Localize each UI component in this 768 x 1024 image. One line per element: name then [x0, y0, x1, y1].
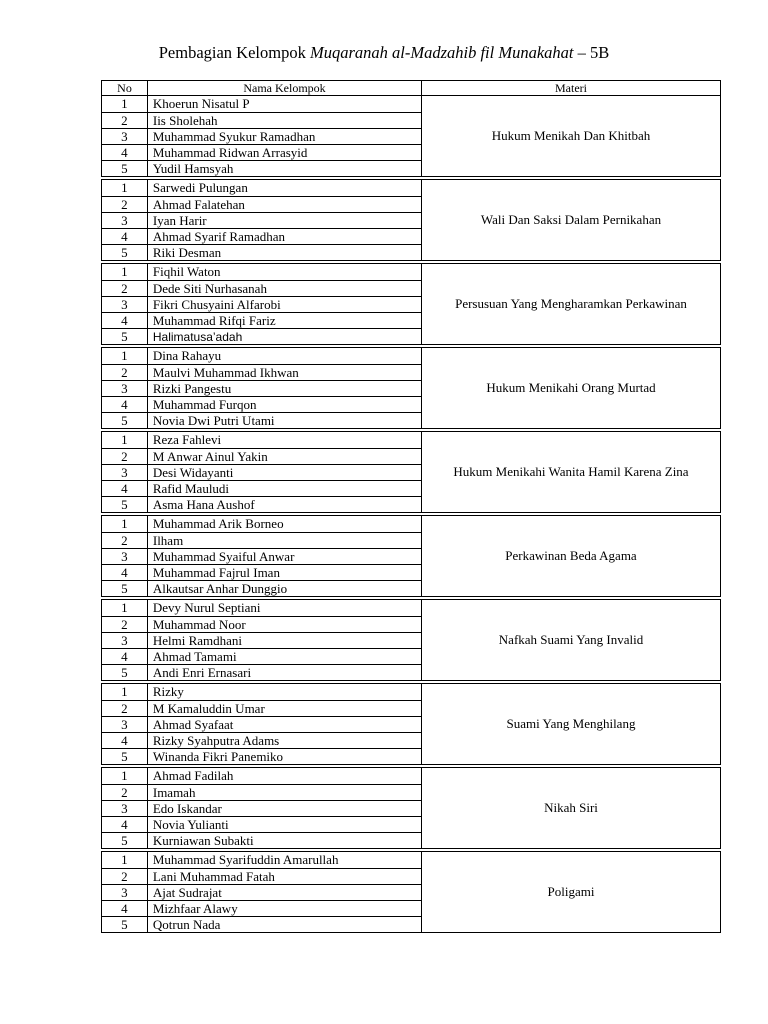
member-number: 5: [102, 161, 148, 176]
table-row: [102, 180, 421, 196]
member-number: 1: [102, 432, 148, 448]
member-name: Muhammad Furqon: [152, 397, 257, 412]
member-name: Ahmad Syafaat: [152, 717, 234, 732]
member-number: 4: [102, 313, 148, 328]
table-row: [102, 832, 421, 848]
member-name: Helmi Ramdhani: [152, 633, 243, 648]
table-row: [102, 112, 421, 128]
member-list: [102, 348, 422, 428]
table-row: [102, 800, 421, 816]
member-number: 5: [102, 329, 148, 344]
table-row: [102, 784, 421, 800]
table-row: [102, 432, 421, 448]
member-name: Devy Nurul Septiani: [152, 600, 261, 615]
member-list: [102, 180, 422, 260]
member-name: Rizky: [152, 684, 184, 699]
title-suffix: – 5B: [573, 43, 610, 62]
member-name: Reza Fahlevi: [152, 432, 222, 447]
member-name: Qotrun Nada: [152, 917, 221, 932]
member-number: 1: [102, 768, 148, 784]
member-name: Ahmad Fadilah: [152, 768, 234, 783]
member-name: Ahmad Falatehan: [152, 197, 245, 212]
table-row: [102, 716, 421, 732]
member-number: 2: [102, 533, 148, 548]
group-materi: Perkawinan Beda Agama: [505, 548, 637, 563]
member-number: 2: [102, 617, 148, 632]
group-block: [101, 263, 721, 345]
member-name: Winanda Fikri Panemiko: [152, 749, 284, 764]
group-block: [101, 683, 721, 765]
header-materi: Materi: [555, 81, 587, 95]
member-number: 1: [102, 852, 148, 868]
table-row: [102, 364, 421, 380]
table-row: [102, 328, 421, 344]
table-row: [102, 228, 421, 244]
member-number: 5: [102, 581, 148, 596]
table-row: [102, 516, 421, 532]
member-list: [102, 600, 422, 680]
member-number: 5: [102, 917, 148, 932]
member-name: Fiqhil Waton: [152, 264, 221, 279]
member-name: Khoerun Nisatul P: [152, 96, 250, 111]
member-number: 4: [102, 901, 148, 916]
table-row: [102, 464, 421, 480]
member-name: Rafid Mauludi: [152, 481, 230, 496]
member-number: 5: [102, 245, 148, 260]
table-row: [102, 564, 421, 580]
member-number: 3: [102, 465, 148, 480]
member-name: Fikri Chusyaini Alfarobi: [152, 297, 281, 312]
table-row: [102, 748, 421, 764]
table-header: [101, 80, 721, 96]
table-row: [102, 448, 421, 464]
member-number: 2: [102, 785, 148, 800]
member-number: 1: [102, 96, 148, 112]
table-row: [102, 700, 421, 716]
table-row: [102, 852, 421, 868]
group-block: [101, 96, 721, 177]
group-block: [101, 347, 721, 429]
member-name: Ilham: [152, 533, 184, 548]
table-row: [102, 548, 421, 564]
member-list: [102, 768, 422, 848]
member-name: Mizhfaar Alawy: [152, 901, 238, 916]
member-number: 2: [102, 365, 148, 380]
table-row: [102, 580, 421, 596]
member-number: 1: [102, 180, 148, 196]
member-name: Lani Muhammad Fatah: [152, 869, 275, 884]
member-list: [102, 516, 422, 596]
table-row: [102, 144, 421, 160]
group-block: [101, 767, 721, 849]
table-row: [102, 868, 421, 884]
group-block: [101, 599, 721, 681]
group-materi: Nikah Siri: [544, 800, 598, 815]
member-number: 2: [102, 701, 148, 716]
member-number: 3: [102, 801, 148, 816]
member-number: 4: [102, 733, 148, 748]
table-row: [102, 496, 421, 512]
member-number: 5: [102, 833, 148, 848]
group-block: [101, 431, 721, 513]
member-name: Dede Siti Nurhasanah: [152, 281, 267, 296]
table-row: [102, 212, 421, 228]
header-no: No: [102, 81, 148, 95]
table-row: [102, 916, 421, 932]
title-prefix: Pembagian Kelompok: [158, 43, 310, 62]
member-name: M Kamaluddin Umar: [152, 701, 265, 716]
member-name: M Anwar Ainul Yakin: [152, 449, 268, 464]
member-name: Ajat Sudrajat: [152, 885, 222, 900]
member-number: 4: [102, 481, 148, 496]
member-number: 5: [102, 413, 148, 428]
table-row: [102, 768, 421, 784]
table-row: [102, 884, 421, 900]
member-name: Riki Desman: [152, 245, 222, 260]
group-materi: Wali Dan Saksi Dalam Pernikahan: [480, 212, 662, 227]
member-list: [102, 96, 422, 176]
table-row: [102, 632, 421, 648]
member-name: Halimatusa’adah: [152, 330, 243, 344]
table-row: [102, 96, 421, 112]
table-row: [102, 196, 421, 212]
group-materi: Hukum Menikahi Wanita Hamil Karena Zina: [453, 464, 689, 479]
table-row: [102, 816, 421, 832]
table-row: [102, 684, 421, 700]
member-number: 2: [102, 197, 148, 212]
member-number: 3: [102, 213, 148, 228]
member-list: [102, 264, 422, 344]
member-name: Imamah: [152, 785, 196, 800]
table-row: [102, 312, 421, 328]
member-name: Iyan Harir: [152, 213, 207, 228]
member-name: Sarwedi Pulungan: [152, 180, 248, 195]
member-name: Ahmad Syarif Ramadhan: [152, 229, 285, 244]
member-number: 3: [102, 633, 148, 648]
group-materi: Persusuan Yang Mengharamkan Perkawinan: [455, 296, 687, 311]
member-number: 5: [102, 749, 148, 764]
member-number: 4: [102, 649, 148, 664]
group-materi: Poligami: [547, 884, 595, 899]
table-row: [102, 296, 421, 312]
member-number: 3: [102, 717, 148, 732]
member-name: Muhammad Arik Borneo: [152, 516, 284, 531]
member-name: Kurniawan Subakti: [152, 833, 254, 848]
member-name: Muhammad Ridwan Arrasyid: [152, 145, 308, 160]
member-list: [102, 432, 422, 512]
group-block: [101, 515, 721, 597]
member-name: Novia Yulianti: [152, 817, 229, 832]
header-name: Nama Kelompok: [148, 81, 422, 95]
member-number: 3: [102, 885, 148, 900]
member-number: 5: [102, 497, 148, 512]
group-materi: Hukum Menikahi Orang Murtad: [486, 380, 656, 395]
group-table: [101, 80, 721, 933]
member-name: Edo Iskandar: [152, 801, 222, 816]
title-course: Muqaranah al-Madzahib fil Munakahat: [309, 43, 574, 62]
member-number: 1: [102, 348, 148, 364]
member-name: Maulvi Muhammad Ikhwan: [152, 365, 299, 380]
table-row: [102, 900, 421, 916]
member-number: 4: [102, 145, 148, 160]
table-row: [102, 600, 421, 616]
member-number: 1: [102, 516, 148, 532]
member-number: 4: [102, 397, 148, 412]
page-title: [0, 42, 768, 64]
member-name: Novia Dwi Putri Utami: [152, 413, 275, 428]
member-name: Alkautsar Anhar Dunggio: [152, 581, 288, 596]
table-row: [102, 264, 421, 280]
group-materi: Nafkah Suami Yang Invalid: [498, 632, 644, 647]
member-number: 4: [102, 817, 148, 832]
member-number: 3: [102, 549, 148, 564]
member-name: Yudil Hamsyah: [152, 161, 234, 176]
table-row: [102, 380, 421, 396]
table-row: [102, 648, 421, 664]
group-block: [101, 851, 721, 933]
table-row: [102, 348, 421, 364]
member-name: Muhammad Syarifuddin Amarullah: [152, 852, 339, 867]
member-name: Rizki Pangestu: [152, 381, 232, 396]
group-materi: Hukum Menikah Dan Khitbah: [491, 128, 651, 143]
member-name: Muhammad Noor: [152, 617, 246, 632]
table-row: [102, 480, 421, 496]
member-number: 4: [102, 229, 148, 244]
table-row: [102, 128, 421, 144]
table-row: [102, 160, 421, 176]
member-name: Iis Sholehah: [152, 113, 218, 128]
member-name: Dina Rahayu: [152, 348, 222, 363]
member-number: 1: [102, 264, 148, 280]
member-name: Muhammad Syukur Ramadhan: [152, 129, 316, 144]
member-number: 3: [102, 381, 148, 396]
member-number: 2: [102, 869, 148, 884]
group-block: [101, 179, 721, 261]
member-name: Muhammad Syaiful Anwar: [152, 549, 295, 564]
group-materi: Suami Yang Menghilang: [506, 716, 636, 731]
table-row: [102, 532, 421, 548]
member-number: 2: [102, 449, 148, 464]
member-number: 2: [102, 281, 148, 296]
member-number: 3: [102, 297, 148, 312]
member-number: 3: [102, 129, 148, 144]
table-row: [102, 664, 421, 680]
member-name: Muhammad Rifqi Fariz: [152, 313, 276, 328]
table-row: [102, 616, 421, 632]
member-name: Rizky Syahputra Adams: [152, 733, 280, 748]
member-number: 2: [102, 113, 148, 128]
member-number: 1: [102, 600, 148, 616]
member-list: [102, 684, 422, 764]
table-row: [102, 412, 421, 428]
table-row: [102, 244, 421, 260]
table-row: [102, 396, 421, 412]
member-name: Andi Enri Ernasari: [152, 665, 252, 680]
member-name: Muhammad Fajrul Iman: [152, 565, 280, 580]
member-number: 5: [102, 665, 148, 680]
member-number: 4: [102, 565, 148, 580]
table-row: [102, 732, 421, 748]
member-name: Asma Hana Aushof: [152, 497, 255, 512]
table-row: [102, 280, 421, 296]
member-list: [102, 852, 422, 932]
member-number: 1: [102, 684, 148, 700]
member-name: Ahmad Tamami: [152, 649, 237, 664]
member-name: Desi Widayanti: [152, 465, 234, 480]
